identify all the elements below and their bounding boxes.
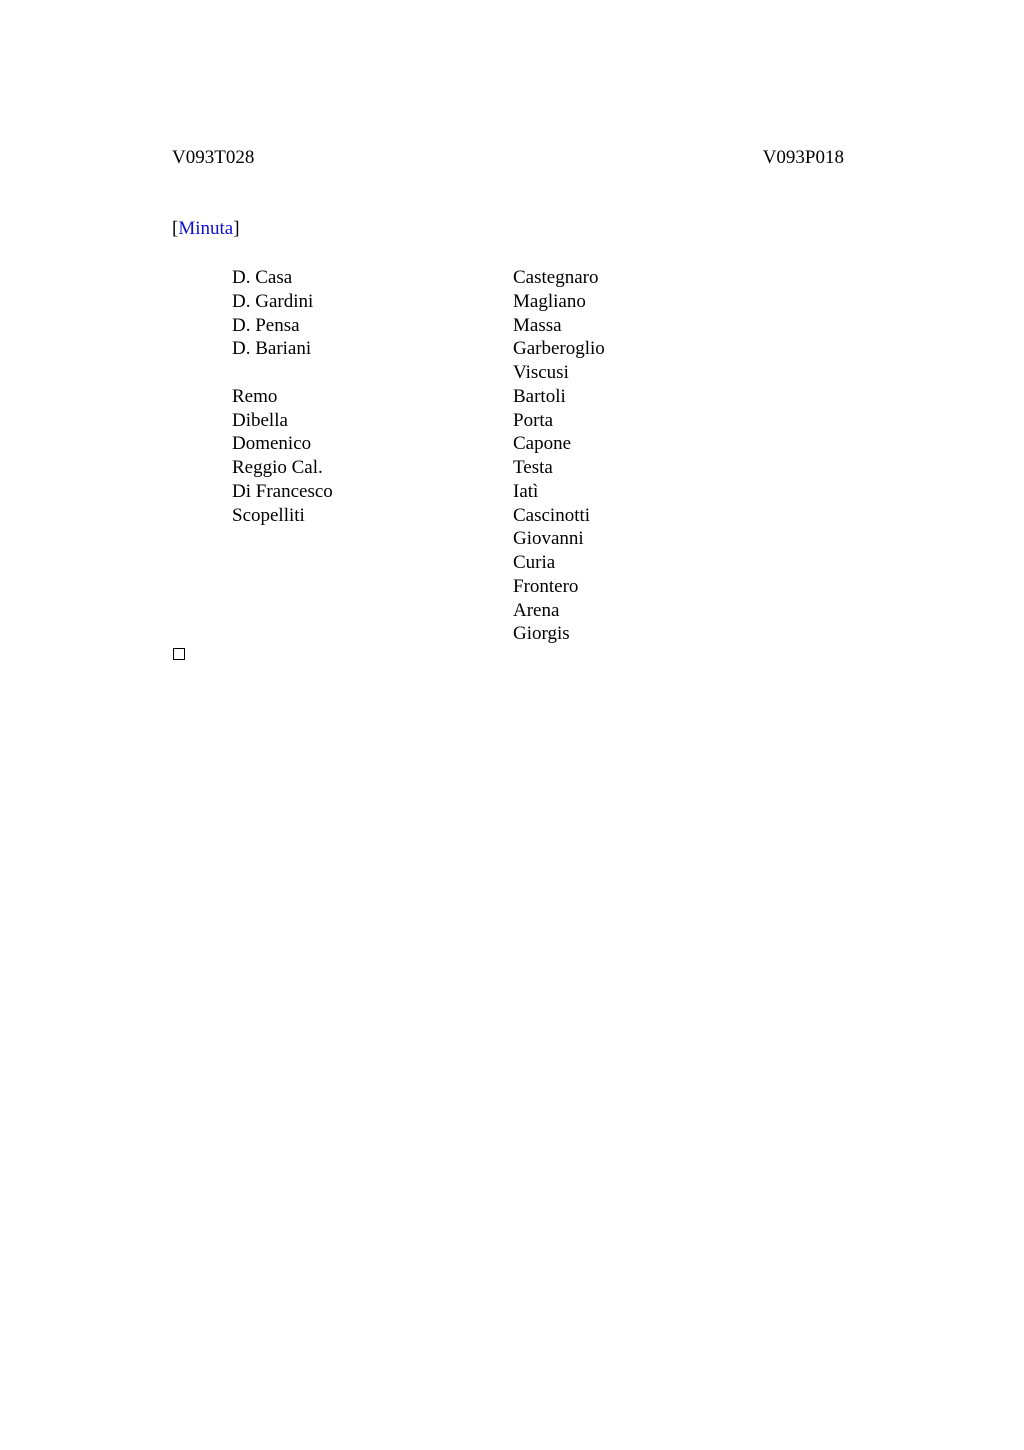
list-item: Capone	[513, 433, 572, 455]
list-item: Giorgis	[513, 623, 570, 645]
list-item: Magliano	[513, 290, 586, 312]
list-spacer	[232, 361, 333, 385]
end-marker-box-icon	[173, 648, 185, 660]
right-name-list	[513, 266, 605, 646]
list-item: D. Pensa	[232, 314, 300, 336]
list-item: Dibella	[232, 409, 288, 431]
list-item: Massa	[513, 314, 562, 336]
list-item: Testa	[513, 457, 553, 478]
list-item: Arena	[513, 599, 560, 621]
list-item: Iatì	[513, 480, 539, 502]
list-item: Giovanni	[513, 528, 584, 550]
minuta-link[interactable]: Minuta	[178, 218, 234, 239]
list-item: D. Casa	[232, 267, 293, 288]
list-item: D. Bariani	[232, 338, 312, 360]
list-item: Castegnaro	[513, 267, 599, 288]
list-item: Domenico	[232, 433, 312, 455]
list-item: D. Gardini	[232, 290, 314, 312]
list-item: Di Francesco	[232, 480, 333, 502]
document-code-left: V093T028	[172, 147, 255, 168]
list-item: Frontero	[513, 575, 579, 597]
list-item: Curia	[513, 552, 556, 573]
draft-note	[172, 218, 240, 240]
list-item: Viscusi	[513, 362, 569, 383]
open-bracket: [	[172, 218, 179, 239]
list-item: Cascinotti	[513, 504, 591, 526]
list-item: Garberoglio	[513, 338, 605, 360]
list-item: Bartoli	[513, 385, 566, 407]
document-code-right: V093P018	[762, 147, 844, 168]
list-item: Scopelliti	[232, 504, 305, 526]
list-item: Reggio Cal.	[232, 457, 323, 478]
left-name-list	[232, 266, 333, 527]
list-item: Porta	[513, 409, 554, 431]
list-item: Remo	[232, 385, 278, 407]
close-bracket: ]	[233, 218, 240, 239]
